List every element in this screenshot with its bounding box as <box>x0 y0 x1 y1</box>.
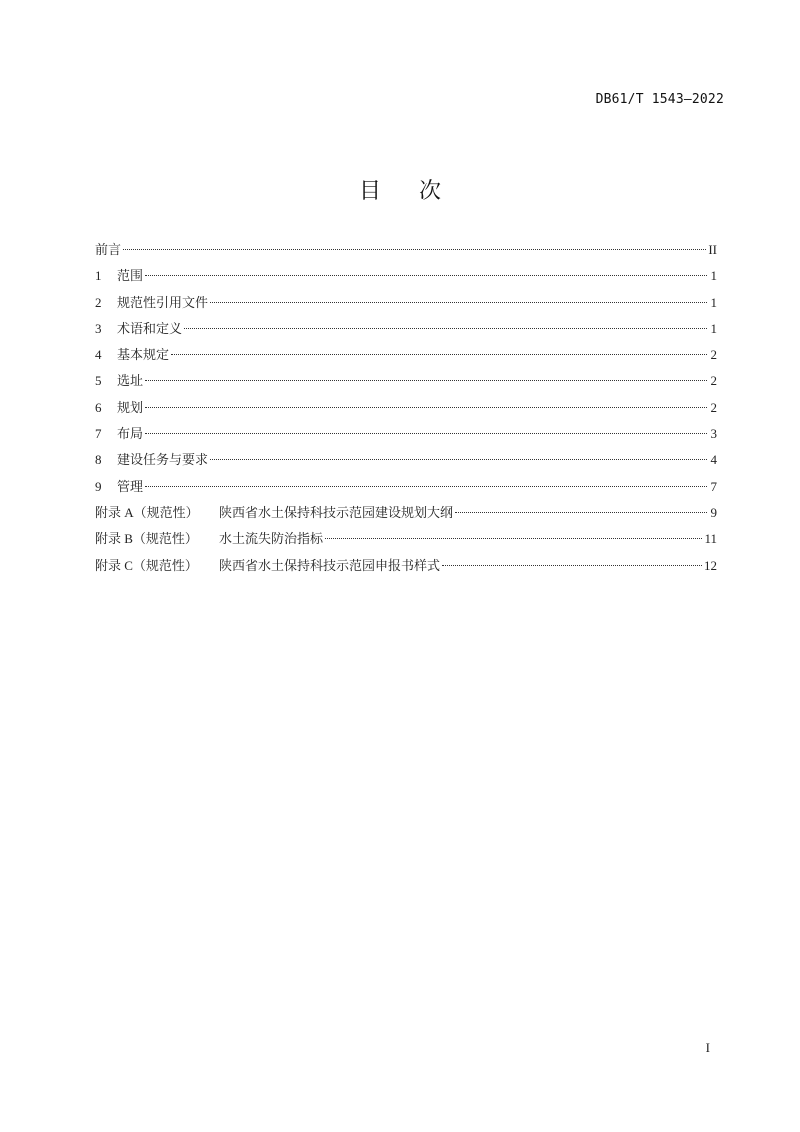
toc-entry-6[interactable] <box>95 398 717 424</box>
toc-page: 2 <box>710 399 717 415</box>
toc-entry-4[interactable] <box>95 345 717 371</box>
toc-entry-9[interactable] <box>95 477 717 503</box>
toc-page: 9 <box>710 504 717 520</box>
dot-leader <box>145 380 707 381</box>
toc-number: 5 <box>95 373 102 389</box>
toc-label: 基本规定 <box>117 347 170 363</box>
title-char-2: 次 <box>419 179 442 204</box>
page-title <box>0 174 800 205</box>
toc-number: 9 <box>95 478 102 494</box>
toc-entry-appendix-b[interactable] <box>95 529 717 555</box>
title-char-1: 目 <box>358 179 381 204</box>
toc-number: 1 <box>95 268 102 284</box>
toc-page: 12 <box>704 557 717 573</box>
standard-code: DB61/T 1543—2022 <box>595 92 724 107</box>
toc-label: 建设任务与要求 <box>117 452 209 468</box>
toc-label: 陕西省水土保持科技示范园申报书样式 <box>219 557 441 573</box>
toc-entry-8[interactable] <box>95 450 717 476</box>
toc-entry-2[interactable] <box>95 293 717 319</box>
appendix-prefix: 附录 C（规范性） <box>95 557 198 573</box>
toc-page: 2 <box>710 347 717 363</box>
dot-leader <box>455 512 707 513</box>
toc-number: 4 <box>95 347 102 363</box>
toc-label: 术语和定义 <box>117 320 183 336</box>
toc-page: 3 <box>710 426 717 442</box>
dot-leader <box>442 565 702 566</box>
toc-label: 水土流失防治指标 <box>219 531 324 547</box>
page-number: I <box>705 1040 710 1055</box>
toc-entry-appendix-c[interactable] <box>95 556 717 582</box>
toc-label: 陕西省水土保持科技示范园建设规划大纲 <box>219 504 454 520</box>
toc-number: 8 <box>95 452 102 468</box>
dot-leader <box>145 486 707 487</box>
dot-leader <box>184 328 707 329</box>
toc-page: 7 <box>710 478 717 494</box>
dot-leader <box>145 275 707 276</box>
toc-page: 1 <box>710 268 717 284</box>
dot-leader <box>145 433 707 434</box>
toc-label: 管理 <box>117 478 144 494</box>
toc-label: 前言 <box>95 242 122 257</box>
toc-page: 11 <box>704 531 717 547</box>
toc-page: 1 <box>710 320 717 336</box>
toc-entry-7[interactable] <box>95 424 717 450</box>
toc-number: 6 <box>95 399 102 415</box>
toc-page: 2 <box>710 373 717 389</box>
appendix-prefix: 附录 B（规范性） <box>95 531 198 547</box>
toc-entry-appendix-a[interactable] <box>95 503 717 529</box>
toc-entry-3[interactable] <box>95 319 717 345</box>
dot-leader <box>210 302 707 303</box>
dot-leader <box>145 407 707 408</box>
toc-label: 布局 <box>117 426 144 442</box>
toc-page: II <box>708 242 717 257</box>
toc-label: 选址 <box>117 373 144 389</box>
toc-entry-1[interactable] <box>95 266 717 292</box>
toc-entry-5[interactable] <box>95 371 717 397</box>
toc-number: 2 <box>95 294 102 310</box>
dot-leader <box>171 354 707 355</box>
toc-page: 1 <box>710 294 717 310</box>
toc-label: 规范性引用文件 <box>117 294 209 310</box>
toc-number: 3 <box>95 320 102 336</box>
toc-entry-foreword[interactable] <box>95 240 717 266</box>
toc-label: 范围 <box>117 268 144 284</box>
dot-leader <box>210 459 707 460</box>
toc-number: 7 <box>95 426 102 442</box>
dot-leader <box>325 538 702 539</box>
table-of-contents <box>95 240 717 582</box>
dot-leader <box>123 249 706 250</box>
appendix-prefix: 附录 A（规范性） <box>95 504 199 520</box>
toc-page: 4 <box>710 452 717 468</box>
toc-label: 规划 <box>117 399 144 415</box>
